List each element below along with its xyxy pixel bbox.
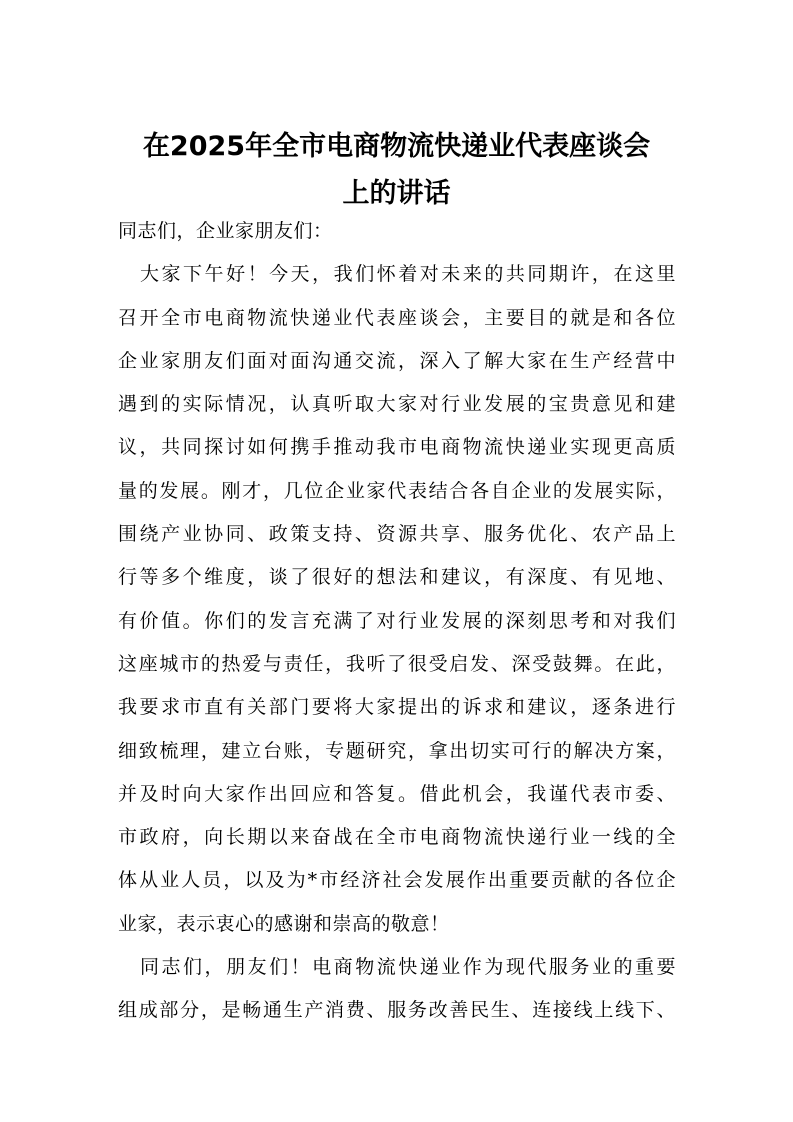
paragraph-line: 细致梳理，建立台账，专题研究，拿出切实可行的解决方案， [118,739,676,762]
document-title-line-1: 在2025年全市电商物流快递业代表座谈会 [142,131,651,162]
document-body [118,210,676,1033]
paragraph-line: 同志们，朋友们！电商物流快递业作为现代服务业的重要 [140,956,676,979]
paragraph-line: 量的发展。刚才，几位企业家代表结合各自企业的发展实际， [118,479,676,502]
paragraph-line: 业家，表示衷心的感谢和崇高的敬意！ [118,912,450,935]
paragraph-line: 大家下午好！今天，我们怀着对未来的共同期许，在这里 [140,263,676,286]
paragraph-2 [118,946,676,1033]
paragraph-line: 并及时向大家作出回应和答复。借此机会，我谨代表市委、 [118,782,676,805]
paragraph-line: 围绕产业协同、政策支持、资源共享、服务优化、农产品上 [118,523,676,546]
paragraph-line: 企业家朋友们面对面沟通交流，深入了解大家在生产经营中 [118,349,676,372]
paragraph-line: 行等多个维度，谈了很好的想法和建议，有深度、有见地、 [118,566,676,589]
paragraph-line: 议，共同探讨如何携手推动我市电商物流快递业实现更高质 [118,436,676,459]
paragraph-line: 体从业人员，以及为*市经济社会发展作出重要贡献的各位企 [118,869,676,892]
salutation: 同志们，企业家朋友们： [118,220,333,242]
paragraph-line: 召开全市电商物流快递业代表座谈会，主要目的就是和各位 [118,306,676,329]
paragraph-line: 市政府，向长期以来奋战在全市电商物流快递行业一线的全 [118,826,676,849]
paragraph-1 [118,253,676,946]
paragraph-line: 我要求市直有关部门要将大家提出的诉求和建议，逐条进行 [118,696,676,719]
document-title-line-2: 上的讲话 [342,178,451,209]
paragraph-line: 有价值。你们的发言充满了对行业发展的深刻思考和对我们 [118,609,676,632]
paragraph-line: 组成部分，是畅通生产消费、服务改善民生、连接线上线下、 [118,999,676,1022]
paragraph-line: 遇到的实际情况，认真听取大家对行业发展的宝贵意见和建 [118,393,676,416]
paragraph-line: 这座城市的热爱与责任，我听了很受启发、深受鼓舞。在此， [118,652,676,675]
